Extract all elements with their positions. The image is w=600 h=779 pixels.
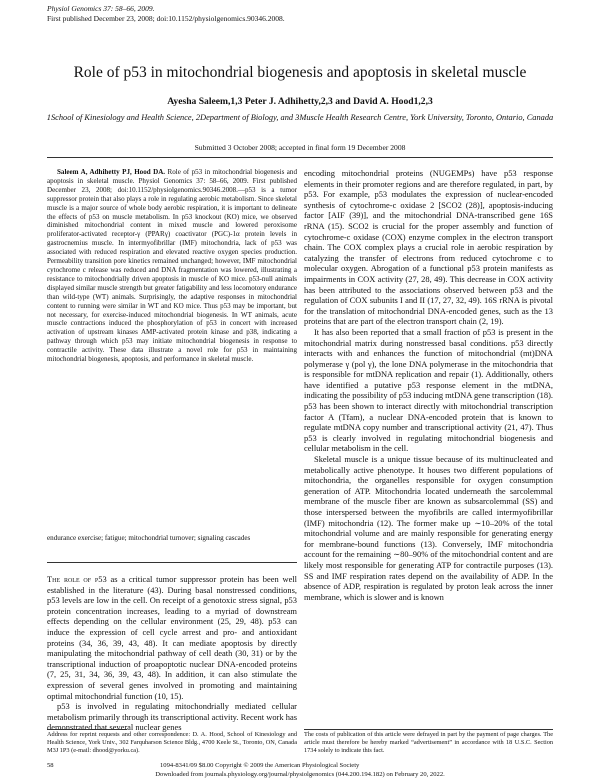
introduction-right bbox=[304, 168, 553, 602]
issn-copyright: 1094-8341/09 $8.00 Copyright © 2009 the American Physiological Society bbox=[160, 762, 360, 769]
page-charges-footnote: The costs of publication of this article were defrayed in part by the payment of page charges. The article must therefore be hereby marked “advertisement” in accordance with 18 U.S.C. Section 1734 solely to indicate this fact. bbox=[304, 731, 553, 754]
intro-paragraph-1: as a critical tumor suppressor protein has been well established in the literature (43). During basal nonstressed conditions, p53 levels are low in the cell. On receipt of a genotoxic stress signal, p53 protein concentration increases, leading to a myriad of downstream effects depending on the cellular environment (25, 29, 48). p53 can induce the expression of cell cycle arrest and pro- and antioxidant proteins (34, 36, 39, 43, 48). It can mediate apoptosis by directly manipulating the mitochondrial pathway of cell death (30, 31) or by the transcriptional induction of proapoptotic nuclear DNA-encoded proteins (7, 25, 31, 34, 36, 39, 43, 48). In addition, it can also stimulate the expression of several genes involved in promoting and maintaining optimal mitochondrial function (10, 15). bbox=[47, 574, 297, 701]
right-paragraph-2: It has also been reported that a small fraction of p53 is present in the mitochondrial matrix during nonstressed basal conditions. p53 directly interacts with and enhances the function of mitochondrial (mt)DNA polymerase γ (pol γ), the lone DNA polymerase in the mitochondria that is responsible for mtDNA replication and repair (1). Additionally, others have identified a putative p53 response element in the mtDNA, indicating the possibility of p53 inducing mtDNA gene transcription (18). p53 has been shown to interact directly with mitochondrial transcription factor A (Tfam), a nuclear DNA-encoded protein that is known to regulate mtDNA copy number and transcriptional activity (21, 47). Thus p53 is clearly involved in regulating mitochondrial biogenesis and cellular metabolism in the cell. bbox=[304, 326, 553, 454]
keywords: endurance exercise; fatigue; mitochondrial turnover; signaling cascades bbox=[47, 534, 251, 542]
intro-paragraph-2: p53 is involved in regulating mitochondrially mediated cellular metabolism primarily through its transcriptional activity. Recent work has demonstrated that several nuclear genes bbox=[47, 701, 297, 733]
abstract-divider bbox=[47, 562, 297, 563]
right-paragraph-1: encoding mitochondrial proteins (NUGEMPs) have p53 response elements in their promoter regions and are therefore regulated, in part, by p53. For example, p53 modulates the expression of nuclear-encoded synthesis of cytochrome-c oxidase 2 [SCO2 (28)], apoptosis-inducing factor [AIF (39)], and the mitochondrial DNA-transcribed gene 16S rRNA (15). SCO2 is crucial for the proper assembly and function of cytochrome-c oxidase (COX) enzyme complex in the electron transport chain. The COX complex plays a crucial role in aerobic respiration by catalyzing the transfer of electrons from reduced cytochrome c to molecular oxygen. Abrogation of a functional p53 protein manifests as impairments in COX activity (27, 28, 49). This decrease in COX activity has been attributed to the associations observed between p53 and the regulation of COX subunits I and II (17, 27, 32, 49). 16S rRNA is pivotal for the translation of mitochondrial DNA-encoded genes, such as the 13 proteins that are part of the electron transport chain (2, 19). bbox=[304, 168, 553, 327]
first-published-line: First published December 23, 2008; doi:10.1152/physiolgenomics.90346.2008. bbox=[47, 13, 285, 23]
author-affiliations: 1School of Kinesiology and Health Science, 2Department of Biology, and 3Muscle Health Research Centre, York University, Toronto, Ontario, Canada bbox=[46, 113, 554, 122]
submission-dates: Submitted 3 October 2008; accepted in final form 19 December 2008 bbox=[194, 143, 406, 152]
download-notice: Downloaded from journals.physiology.org/journal/physiolgenomics (044.200.194.182) on February 20, 2022. bbox=[155, 771, 445, 778]
correspondence-footnote: Address for reprint requests and other correspondence: D. A. Hood, School of Kinesiology and Health Science, York Univ., 302 Farquharson Science Bldg., 4700 Keele St., Toronto, ON, Canada M3J 1P3 (e-mail: dhood@yorku.ca). bbox=[47, 731, 297, 754]
intro-lead: The role of p53 bbox=[47, 574, 107, 584]
journal-header bbox=[47, 4, 285, 23]
page-number: 58 bbox=[47, 762, 54, 769]
journal-citation: Physiol Genomics 37: 58–66, 2009. bbox=[47, 4, 155, 13]
footnote-rule-left bbox=[47, 729, 127, 730]
abstract-lead: Saleem A, Adhihetty PJ, Hood DA. bbox=[57, 168, 166, 176]
right-paragraph-3: Skeletal muscle is a unique tissue because of its multinucleated and metabolically active phenotype. It houses two different populations of mitochondria, the organelles responsible for oxygen consumption generation of ATP. Mitochondria located underneath the sarcolemmal membrane of the muscle fiber are known as subsarcolemmal (SS) and those interspersed between the myofibrils are called intermyofibrillar (IMF) mitochondria (12). The former make up ∼10–20% of the total mitochondrial volume and are mainly responsible for generating energy for membrane-bound functions (13). Conversely, IMF mitochondria account for the remaining ∼80–90% of the mitochondrial content and are likely most responsible for generating ATP for contractile purposes (13). SS and IMF respiration rates depend on the availability of ADP. In the absence of ADP, respiration is regulated by proton leak across the inner membrane, which is slower and is known bbox=[304, 454, 553, 602]
title-divider bbox=[47, 157, 553, 158]
introduction-left bbox=[47, 574, 297, 733]
abstract-text: Role of p53 in mitochondrial biogenesis and apoptosis in skeletal muscle. Physiol Genomics 37: 58–66, 2009. First published December 23, 2008; doi:10.1152/physiolgenomics.90346.2008.—p53 is a tumor suppressor protein that also plays a role in regulating aerobic metabolism. Since skeletal muscle is a major source of whole body aerobic respiration, it is important to delineate the effects of p53 on muscle metabolism. In p53 knockout (KO) mice, we observed diminished mitochondrial content in mixed muscle and lowered peroxisome proliferator-activated receptor-γ (PPARγ) coactivator (PGC)-1α protein levels in gastrocnemius muscle. In intermyofibrillar (IMF) mitochondria, lack of p53 was associated with reduced respiration and elevated reactive oxygen species production. Permeability transition pore kinetics remained unchanged; however, IMF mitochondrial cytochrome c release was reduced and DNA fragmentation was lowered, illustrating a resistance to mitochondrially driven apoptosis in muscle of KO mice. p53-null animals displayed similar muscle strength but greater fatigability and less locomotory endurance than wild-type (WT) animals. Surprisingly, the adaptive responses in mitochondrial content to running were similar in WT and KO mice. Thus p53 may be important, but not necessary, for exercise-induced mitochondrial biogenesis. In WT animals, acute muscle contractions induced the phosphorylation of p53 in concert with increased activation of upstream kinases AMP-activated protein kinase and p38, indicating a pathway through which p53 may initiate mitochondrial biogenesis in response to contractile activity. These data illustrate a novel role for p53 in maintaining mitochondrial biogenesis, apoptosis, and performance in skeletal muscle. bbox=[47, 168, 297, 364]
article-title: Role of p53 in mitochondrial biogenesis and apoptosis in skeletal muscle bbox=[73, 64, 527, 81]
footnote-rule-right bbox=[304, 729, 553, 730]
author-list: Ayesha Saleem,1,3 Peter J. Adhihetty,2,3 and David A. Hood1,2,3 bbox=[167, 96, 433, 107]
abstract bbox=[47, 168, 297, 364]
